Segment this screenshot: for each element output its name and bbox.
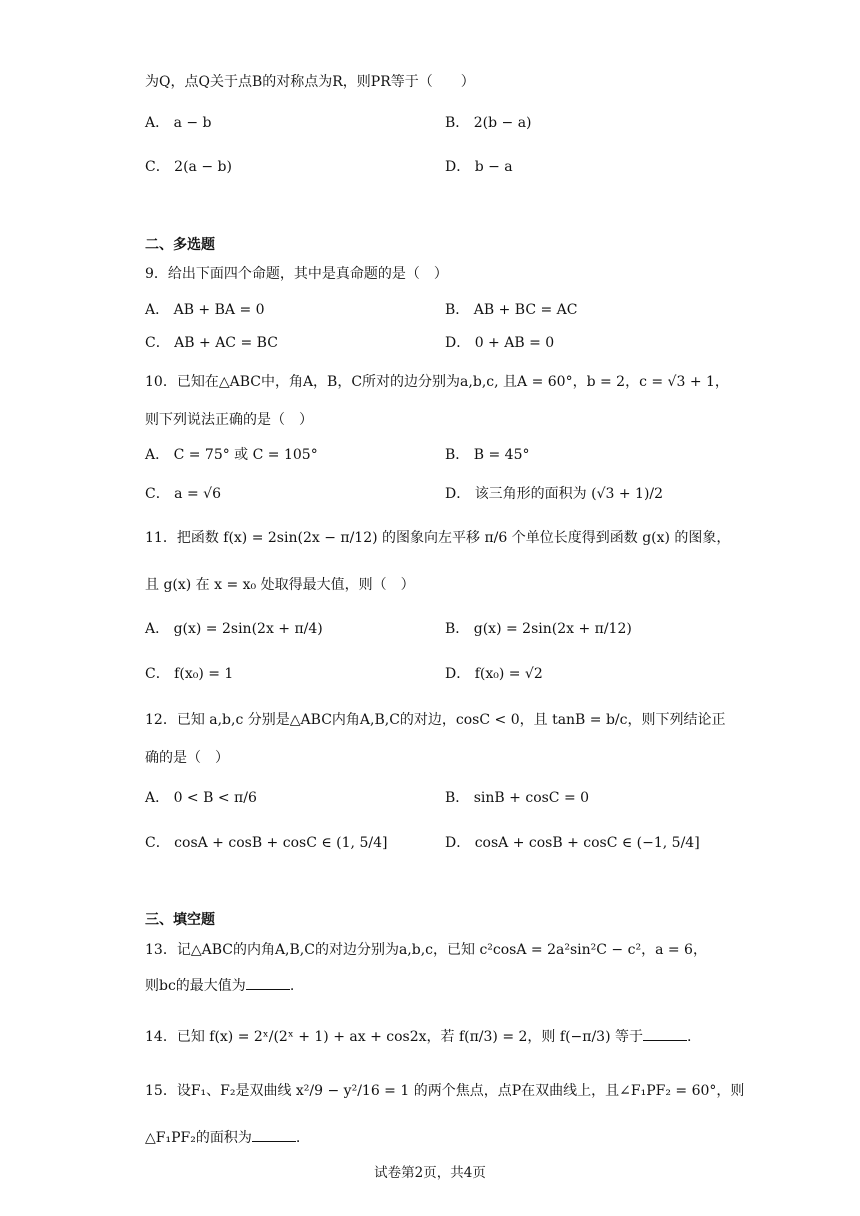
q10-option-d: D． 该三角形的面积为 (√3 + 1)/2: [445, 486, 664, 502]
q12-option-d: D． cosA + cosB + cosC ∈ (−1, 5/4]: [445, 835, 700, 851]
q9-option-a: A． AB + BA = 0: [145, 302, 265, 318]
page-footer: 试卷第2页，共4页: [374, 1165, 486, 1181]
q9-option-c: C． AB + AC = BC: [145, 335, 278, 351]
q12-option-a: A． 0 < B < π/6: [145, 790, 257, 806]
q8-option-b: B． 2(b − a): [445, 115, 532, 131]
q13-stem-line1: 13．记△ABC的内角A,B,C的对边分别为a,b,c，已知 c²cosA = 2a²sin²C − c²，a = 6，: [145, 942, 707, 958]
q11-option-a: A． g(x) = 2sin(2x + π/4): [145, 621, 323, 637]
q12-option-b: B． sinB + cosC = 0: [445, 790, 590, 806]
q11-option-b: B． g(x) = 2sin(2x + π/12): [445, 621, 632, 637]
q11-stem-line1: 11．把函数 f(x) = 2sin(2x − π/12) 的图象向左平移 π/6 个单位长度得到函数 g(x) 的图象，: [145, 530, 731, 546]
q10-option-b: B． B = 45°: [445, 447, 530, 463]
q15-stem-line1: 15．设F₁、F₂是双曲线 x²/9 − y²/16 = 1 的两个焦点，点P在双曲线上，且∠F₁PF₂ = 60°，则: [145, 1083, 745, 1099]
section-heading-fill: 三、填空题: [145, 912, 215, 928]
q9-option-d: D． 0 + AB = 0: [445, 335, 555, 351]
q10-option-c: C． a = √6: [145, 486, 221, 502]
q9-stem: 9．给出下面四个命题，其中是真命题的是（ ）: [145, 266, 448, 282]
q11-option-d: D． f(x₀) = √2: [445, 666, 543, 682]
q12-stem-line1: 12．已知 a,b,c 分别是△ABC内角A,B,C的对边，cosC < 0，且 tanB = b/c，则下列结论正: [145, 712, 726, 728]
answer-blank[interactable]: [252, 1127, 296, 1142]
q8-option-a: A． a − b: [145, 115, 212, 131]
q8-option-c: C． 2(a − b): [145, 159, 232, 175]
q8-option-d: D． b − a: [445, 159, 513, 175]
q10-stem-line2: 则下列说法正确的是（ ）: [145, 412, 313, 428]
q14-stem: 14．已知 f(x) = 2ˣ/(2ˣ + 1) + ax + cos2x，若 f(π/3) = 2，则 f(−π/3) 等于 .: [145, 1026, 691, 1047]
q11-stem-line2: 且 g(x) 在 x = x₀ 处取得最大值，则（ ）: [145, 577, 415, 593]
q15-stem-line2: △F₁PF₂的面积为 .: [145, 1127, 300, 1148]
answer-blank[interactable]: [246, 975, 290, 990]
answer-blank[interactable]: [643, 1026, 687, 1041]
q12-stem-line2: 确的是（ ）: [145, 750, 229, 766]
q10-stem-line1: 10．已知在△ABC中，角A，B，C所对的边分别为a,b,c, 且A = 60°，b = 2，c = √3 + 1，: [145, 374, 729, 390]
q10-option-a: A． C = 75° 或 C = 105°: [145, 447, 318, 463]
q8-stem-tail: 为Q，点Q关于点B的对称点为R，则PR等于（ ）: [145, 74, 475, 90]
q9-option-b: B． AB + BC = AC: [445, 302, 578, 318]
section-heading-multi: 二、多选题: [145, 237, 215, 253]
q12-option-c: C． cosA + cosB + cosC ∈ (1, 5/4]: [145, 835, 388, 851]
q13-stem-line2: 则bc的最大值为 .: [145, 975, 294, 996]
q11-option-c: C． f(x₀) = 1: [145, 666, 234, 682]
